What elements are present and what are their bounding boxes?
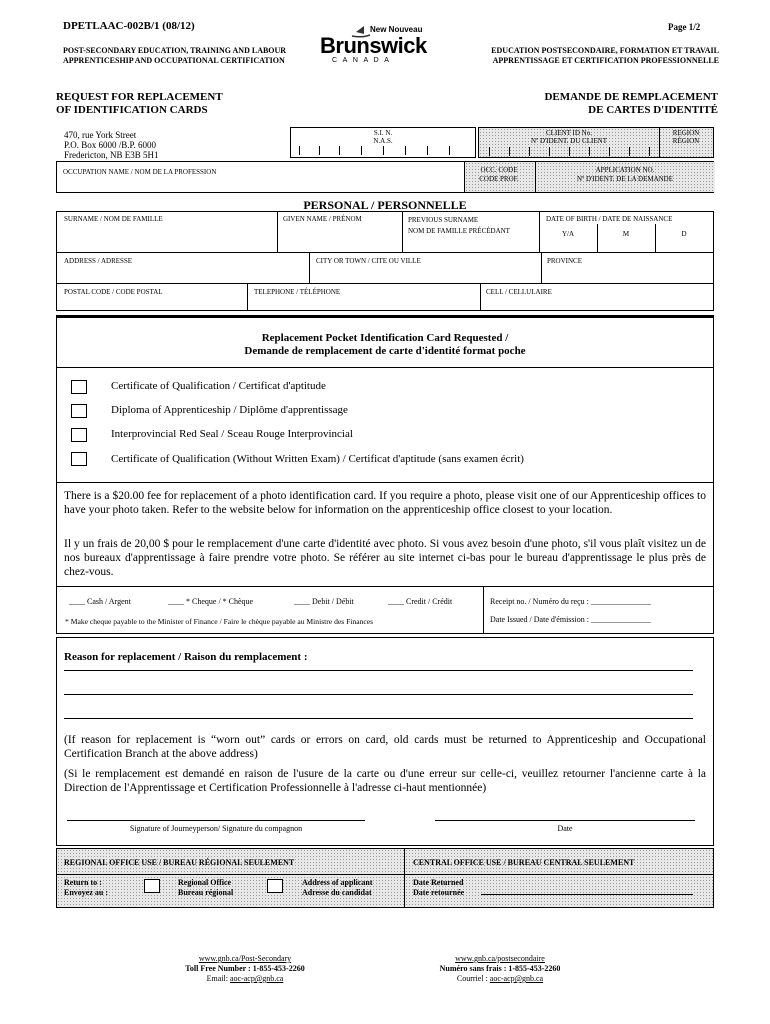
application-number-label (537, 166, 713, 184)
title-fr-line2: DE CARTES D'IDENTITÉ (588, 104, 718, 116)
cell-field[interactable]: CELL / CELLULAIRE (486, 288, 552, 296)
applicant-address-checkbox[interactable] (267, 879, 283, 893)
date-returned-line[interactable] (481, 894, 693, 895)
date-label: Date (557, 824, 573, 833)
date-returned-en: Date Returned (413, 878, 464, 887)
occ-code-label-fr: CODE PROF. (479, 175, 519, 183)
payment-credit-option[interactable]: ____ Credit / Crédit (388, 597, 453, 606)
title-en-line2: OF IDENTIFICATION CARDS (56, 104, 208, 116)
department-fr-line2: APPRENTISSAGE ET CERTIFICATION PROFESSIONNELLE (492, 56, 719, 65)
red-seal-checkbox[interactable] (71, 428, 87, 442)
department-fr (491, 46, 719, 66)
sin-label-fr: N.A.S. (373, 137, 393, 145)
department-en-line2: APPRENTICESHIP AND OCCUPATIONAL CERTIFICATION (63, 56, 285, 65)
nb-logo (318, 24, 428, 66)
certificate-without-exam-checkbox[interactable] (71, 452, 87, 466)
return-to-label (64, 878, 108, 898)
reason-line-1[interactable] (64, 670, 693, 671)
client-id-label-fr: Nº D'IDENT. DU CLIENT (530, 137, 607, 145)
previous-surname-label-en: PREVIOUS SURNAME (408, 216, 479, 224)
regional-office-fr: Bureau régional (178, 888, 234, 897)
logo-top-text: New Nouveau (370, 25, 423, 34)
fee-notice-fr: Il y un frais de 20,00 $ pour le remplacement d'une carte d'identité avec photo. Si vous avez besoin d'une photo, s'il vous plaît visitez un de nos bureaux d'apprentissage à faire prendre votre photo. Se référer au site internet ci-bas pour le bureau d'apprentissage le plus près de chez-vous. (64, 538, 706, 578)
reason-line-3[interactable] (64, 718, 693, 719)
department-fr-line1: EDUCATION POSTSECONDAIRE, FORMATION ET TRAVAIL (491, 46, 719, 55)
date-issued-field[interactable]: Date Issued / Date d'émission : _______________ (490, 615, 651, 624)
occupation-label: OCCUPATION NAME / NOM DE LA PROFESSION (63, 168, 217, 176)
department-en (63, 46, 286, 66)
toll-free-en: Toll Free Number : 1-855-453-2260 (185, 964, 305, 973)
return-to-en: Return to : (64, 878, 102, 887)
mailing-address (64, 130, 159, 160)
dob-month-label: M (622, 230, 630, 238)
email-link-en[interactable]: aoc-acp@gnb.ca (229, 974, 284, 983)
signature-label: Signature of Journeyperson/ Signature du compagnon (129, 824, 303, 833)
email-row-en (135, 974, 355, 984)
option-label-certificate-no-exam: Certificate of Qualification (Without Written Exam) / Certificat d'aptitude (sans examen écrit) (111, 453, 524, 465)
dob-day-label: D (681, 230, 687, 238)
given-name-field[interactable]: GIVEN NAME / PRÉNOM (283, 215, 362, 223)
fee-section (56, 482, 714, 587)
worn-out-note-fr: (Si le remplacement est demandé en raison de l'usure de la carte ou d'une erreur sur celle-ci, veuillez retourner l'ancienne carte à la Direction de l'Apprentissage et Certification Professionnelle à l'adresse ci-haut mentionnée) (64, 768, 706, 794)
postal-code-field[interactable]: POSTAL CODE / CODE POSTAL (64, 288, 163, 296)
address-line1: 470, rue York Street (64, 130, 137, 140)
dob-year-label: Y/A (561, 230, 575, 238)
occupation-row (56, 161, 714, 193)
occ-code-label (465, 166, 533, 184)
diploma-of-apprenticeship-checkbox[interactable] (71, 404, 87, 418)
card-request-header (56, 317, 714, 368)
client-id-label-en: CLIENT ID No. (546, 129, 592, 137)
applicant-address-en: Address of applicant (302, 878, 373, 887)
option-label-certificate: Certificate of Qualification / Certificat d'aptitude (111, 380, 326, 392)
regional-office-checkbox[interactable] (144, 879, 160, 893)
form-title-fr (544, 91, 718, 117)
personal-info-grid (56, 211, 714, 311)
option-label-diploma: Diploma of Apprenticeship / Diplôme d'apprentissage (111, 404, 348, 416)
office-use-section (56, 848, 714, 908)
application-label-en: APPLICATION NO. (595, 166, 655, 174)
city-field[interactable]: CITY OR TOWN / CITE OU VILLE (316, 257, 421, 265)
occ-code-field[interactable] (464, 162, 715, 192)
regional-office-option (178, 878, 233, 898)
address-field[interactable]: ADDRESS / ADRESSE (64, 257, 133, 265)
previous-surname-label-fr: NOM DE FAMILLE PRÉCÉDANT (408, 227, 510, 235)
logo-sub-text: C A N A D A (332, 57, 391, 64)
occ-code-label-en: OCC. CODE (480, 166, 518, 174)
previous-surname-field[interactable] (408, 215, 510, 237)
payment-section (56, 586, 714, 634)
reason-line-2[interactable] (64, 694, 693, 695)
sin-field[interactable] (290, 127, 476, 158)
regional-office-heading: REGIONAL OFFICE USE / BUREAU RÉGIONAL SEULEMENT (64, 858, 295, 867)
client-id-label (479, 129, 659, 145)
website-link-en[interactable]: www.gnb.ca/Post-Secondary (198, 954, 292, 963)
sin-label-en: S.I. N. (373, 129, 393, 137)
form-code: DPETLAAC-002B/1 (08/12) (63, 20, 195, 32)
payment-cheque-option[interactable]: ____ * Cheque / * Chèque (168, 597, 254, 606)
reason-heading: Reason for replacement / Raison du remplacement : (64, 651, 308, 663)
page-number: Page 1/2 (668, 22, 701, 32)
applicant-address-fr: Adresse du candidat (302, 888, 372, 897)
title-en-line1: REQUEST FOR REPLACEMENT (56, 91, 223, 103)
cheque-payable-note: * Make cheque payable to the Minister of Finance / Faire le chèque payable au Ministre des Finances (65, 617, 374, 626)
email-link-fr[interactable]: aoc-acp@gnb.ca (489, 974, 544, 983)
title-fr-line1: DEMANDE DE REMPLACEMENT (544, 91, 718, 103)
department-en-line1: POST-SECONDARY EDUCATION, TRAINING AND LABOUR (63, 46, 287, 55)
card-request-heading-line2: Demande de remplacement de carte d'identité format poche (244, 345, 526, 357)
logo-main-text: Brunswick (320, 33, 427, 58)
fee-notice-en: There is a $20.00 fee for replacement of a photo identification card. If you require a photo, please visit one of our Apprenticeship offices to have your photo taken. Refer to the website below for information on the apprenticeship office closest to your location. (64, 490, 706, 516)
sin-label (291, 129, 475, 145)
region-label (659, 129, 713, 145)
email-row-fr (390, 974, 610, 984)
province-field[interactable]: PROVINCE (547, 257, 583, 265)
card-request-heading-line1: Replacement Pocket Identification Card Requested / (261, 332, 509, 344)
reason-section (56, 637, 714, 846)
option-label-red-seal: Interprovincial Red Seal / Sceau Rouge Interprovincial (111, 428, 353, 440)
signature-line[interactable] (67, 820, 365, 821)
central-office-heading: CENTRAL OFFICE USE / BUREAU CENTRAL SEULEMENT (413, 858, 635, 867)
card-request-heading (57, 332, 713, 358)
regional-office-en: Regional Office (178, 878, 232, 887)
address-line3: Fredericton, NB E3B 5H1 (64, 150, 159, 160)
payment-debit-option[interactable]: ____ Debit / Débit (294, 597, 354, 606)
email-label-fr: Courriel : (456, 974, 490, 983)
date-of-birth-field[interactable]: DATE OF BIRTH / DATE DE NAISSANCE (546, 215, 673, 223)
payment-cash-option[interactable]: ____ Cash / Argent (69, 597, 131, 606)
address-line2: P.O. Box 6000 /B.P. 6000 (64, 140, 157, 150)
client-id-field[interactable] (478, 127, 714, 158)
personal-section-title: PERSONAL / PERSONNELLE (303, 198, 467, 212)
form-title-en (56, 91, 223, 117)
region-label-fr: RÉGION (672, 137, 700, 145)
date-returned-fr: Date retournée (413, 888, 465, 897)
date-line[interactable] (435, 820, 695, 821)
surname-field[interactable]: SURNAME / NOM DE FAMILLE (64, 215, 163, 223)
footer-en (135, 954, 355, 984)
certificate-of-qualification-checkbox[interactable] (71, 380, 87, 394)
receipt-number-field[interactable]: Receipt no. / Numéro du reçu : _______________ (490, 597, 651, 606)
website-link-fr[interactable]: www.gnb.ca/postsecondaire (455, 954, 545, 963)
applicant-address-option (302, 878, 373, 898)
card-options-list (56, 367, 714, 483)
email-label-en: Email: (206, 974, 230, 983)
worn-out-note-en: (If reason for replacement is “worn out” cards or errors on card, old cards must be returned to Apprenticeship and Occupational Certification Branch at the above address) (64, 734, 706, 760)
date-returned-label (413, 878, 464, 898)
footer-fr (390, 954, 610, 984)
return-to-fr: Envoyez au : (64, 888, 108, 897)
region-label-en: REGION (672, 129, 700, 137)
toll-free-fr: Numéro sans frais : 1-855-453-2260 (439, 964, 561, 973)
telephone-field[interactable]: TELEPHONE / TÉLÉPHONE (254, 288, 341, 296)
application-label-fr: Nº D'IDENT. DE LA DEMANDE (576, 175, 674, 183)
